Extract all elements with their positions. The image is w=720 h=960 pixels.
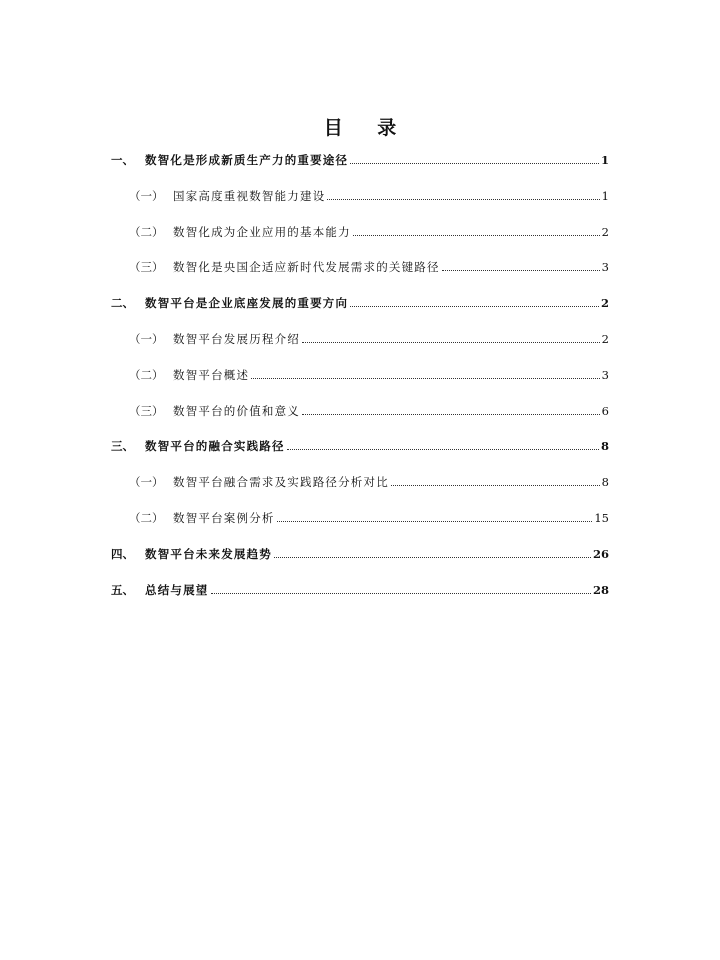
toc-entry[interactable]: [129, 403, 609, 419]
toc-page-number: 6: [601, 403, 609, 418]
toc-entry[interactable]: [129, 474, 609, 490]
toc-entry[interactable]: [129, 224, 609, 240]
toc-dot-leader: [350, 163, 599, 164]
toc-dot-leader: [211, 593, 591, 594]
toc-page-number: 8: [600, 439, 609, 454]
toc-dot-leader: [327, 199, 599, 200]
toc-entry-number: 一、: [111, 153, 134, 167]
toc-entry-number: （一）: [129, 332, 164, 346]
toc-entry-number: 四、: [111, 546, 134, 561]
toc-entry-title: 数智平台的融合实践路径: [145, 439, 285, 454]
toc-page-number: 15: [594, 511, 609, 525]
toc-page-number: 3: [601, 367, 609, 382]
toc-entry-title: 数智平台是企业底座发展的重要方向: [145, 296, 349, 311]
toc-page-number: 1: [601, 188, 609, 203]
toc-entry[interactable]: [129, 331, 609, 347]
toc-entry-title: 数智平台未来发展趋势: [145, 546, 272, 561]
toc-entry-title: 数智化是央国企适应新时代发展需求的关键路径: [173, 260, 440, 275]
toc-entry-title: 国家高度重视数智能力建设: [173, 188, 326, 203]
toc-dot-leader: [251, 378, 599, 379]
toc-dot-leader: [442, 270, 600, 271]
toc-entry-number: （二）: [129, 367, 164, 382]
toc-entry[interactable]: [129, 367, 609, 383]
toc-entry[interactable]: [111, 438, 609, 454]
toc-entry[interactable]: [111, 295, 609, 311]
toc-entry-title: 数智平台融合需求及实践路径分析对比: [173, 475, 389, 490]
toc-entry-title: 数智化是形成新质生产力的重要途径: [145, 153, 349, 167]
toc-dot-leader: [353, 235, 600, 236]
toc-entry[interactable]: [111, 582, 609, 598]
toc-entry[interactable]: [111, 152, 609, 168]
toc-entry-number: 二、: [111, 296, 134, 311]
toc-title: 目 录: [323, 117, 411, 139]
toc-page-number: 2: [600, 296, 609, 311]
toc-entry-number: （二）: [129, 224, 164, 239]
toc-entry-number: （一）: [129, 188, 164, 203]
toc-entry-number: 五、: [111, 582, 134, 597]
toc-dot-leader: [287, 449, 599, 450]
toc-entry-title: 数智平台案例分析: [173, 511, 275, 525]
toc-entry[interactable]: [129, 188, 609, 204]
toc-entry-number: （三）: [129, 403, 164, 418]
toc-entry-title: 总结与展望: [145, 582, 209, 597]
toc-page-number: 2: [601, 224, 609, 239]
toc-dot-leader: [391, 485, 600, 486]
toc-entry-number: （二）: [129, 511, 164, 525]
toc-entry[interactable]: [111, 546, 609, 562]
toc-page-number: 2: [601, 332, 609, 346]
toc-page-number: 1: [600, 153, 609, 167]
toc-dot-leader: [277, 521, 593, 522]
toc-dot-leader: [302, 414, 600, 415]
toc-entry-title: 数智平台概述: [173, 367, 250, 382]
toc-page-number: 26: [592, 546, 609, 561]
toc-dot-leader: [350, 306, 599, 307]
toc-entry-number: 三、: [111, 439, 134, 454]
toc-entry-title: 数智化成为企业应用的基本能力: [173, 224, 351, 239]
toc-page-number: 3: [601, 260, 609, 275]
toc-entry-number: （一）: [129, 475, 164, 490]
toc-dot-leader: [302, 342, 600, 343]
toc-entry-number: （三）: [129, 260, 164, 275]
toc-entry-title: 数智平台的价值和意义: [173, 403, 300, 418]
toc-page-number: 28: [592, 582, 609, 597]
toc-page-number: 8: [601, 475, 609, 490]
toc-entry[interactable]: [129, 259, 609, 275]
toc-entry-title: 数智平台发展历程介绍: [173, 332, 300, 346]
toc-dot-leader: [274, 557, 591, 558]
toc-entry[interactable]: [129, 510, 609, 526]
